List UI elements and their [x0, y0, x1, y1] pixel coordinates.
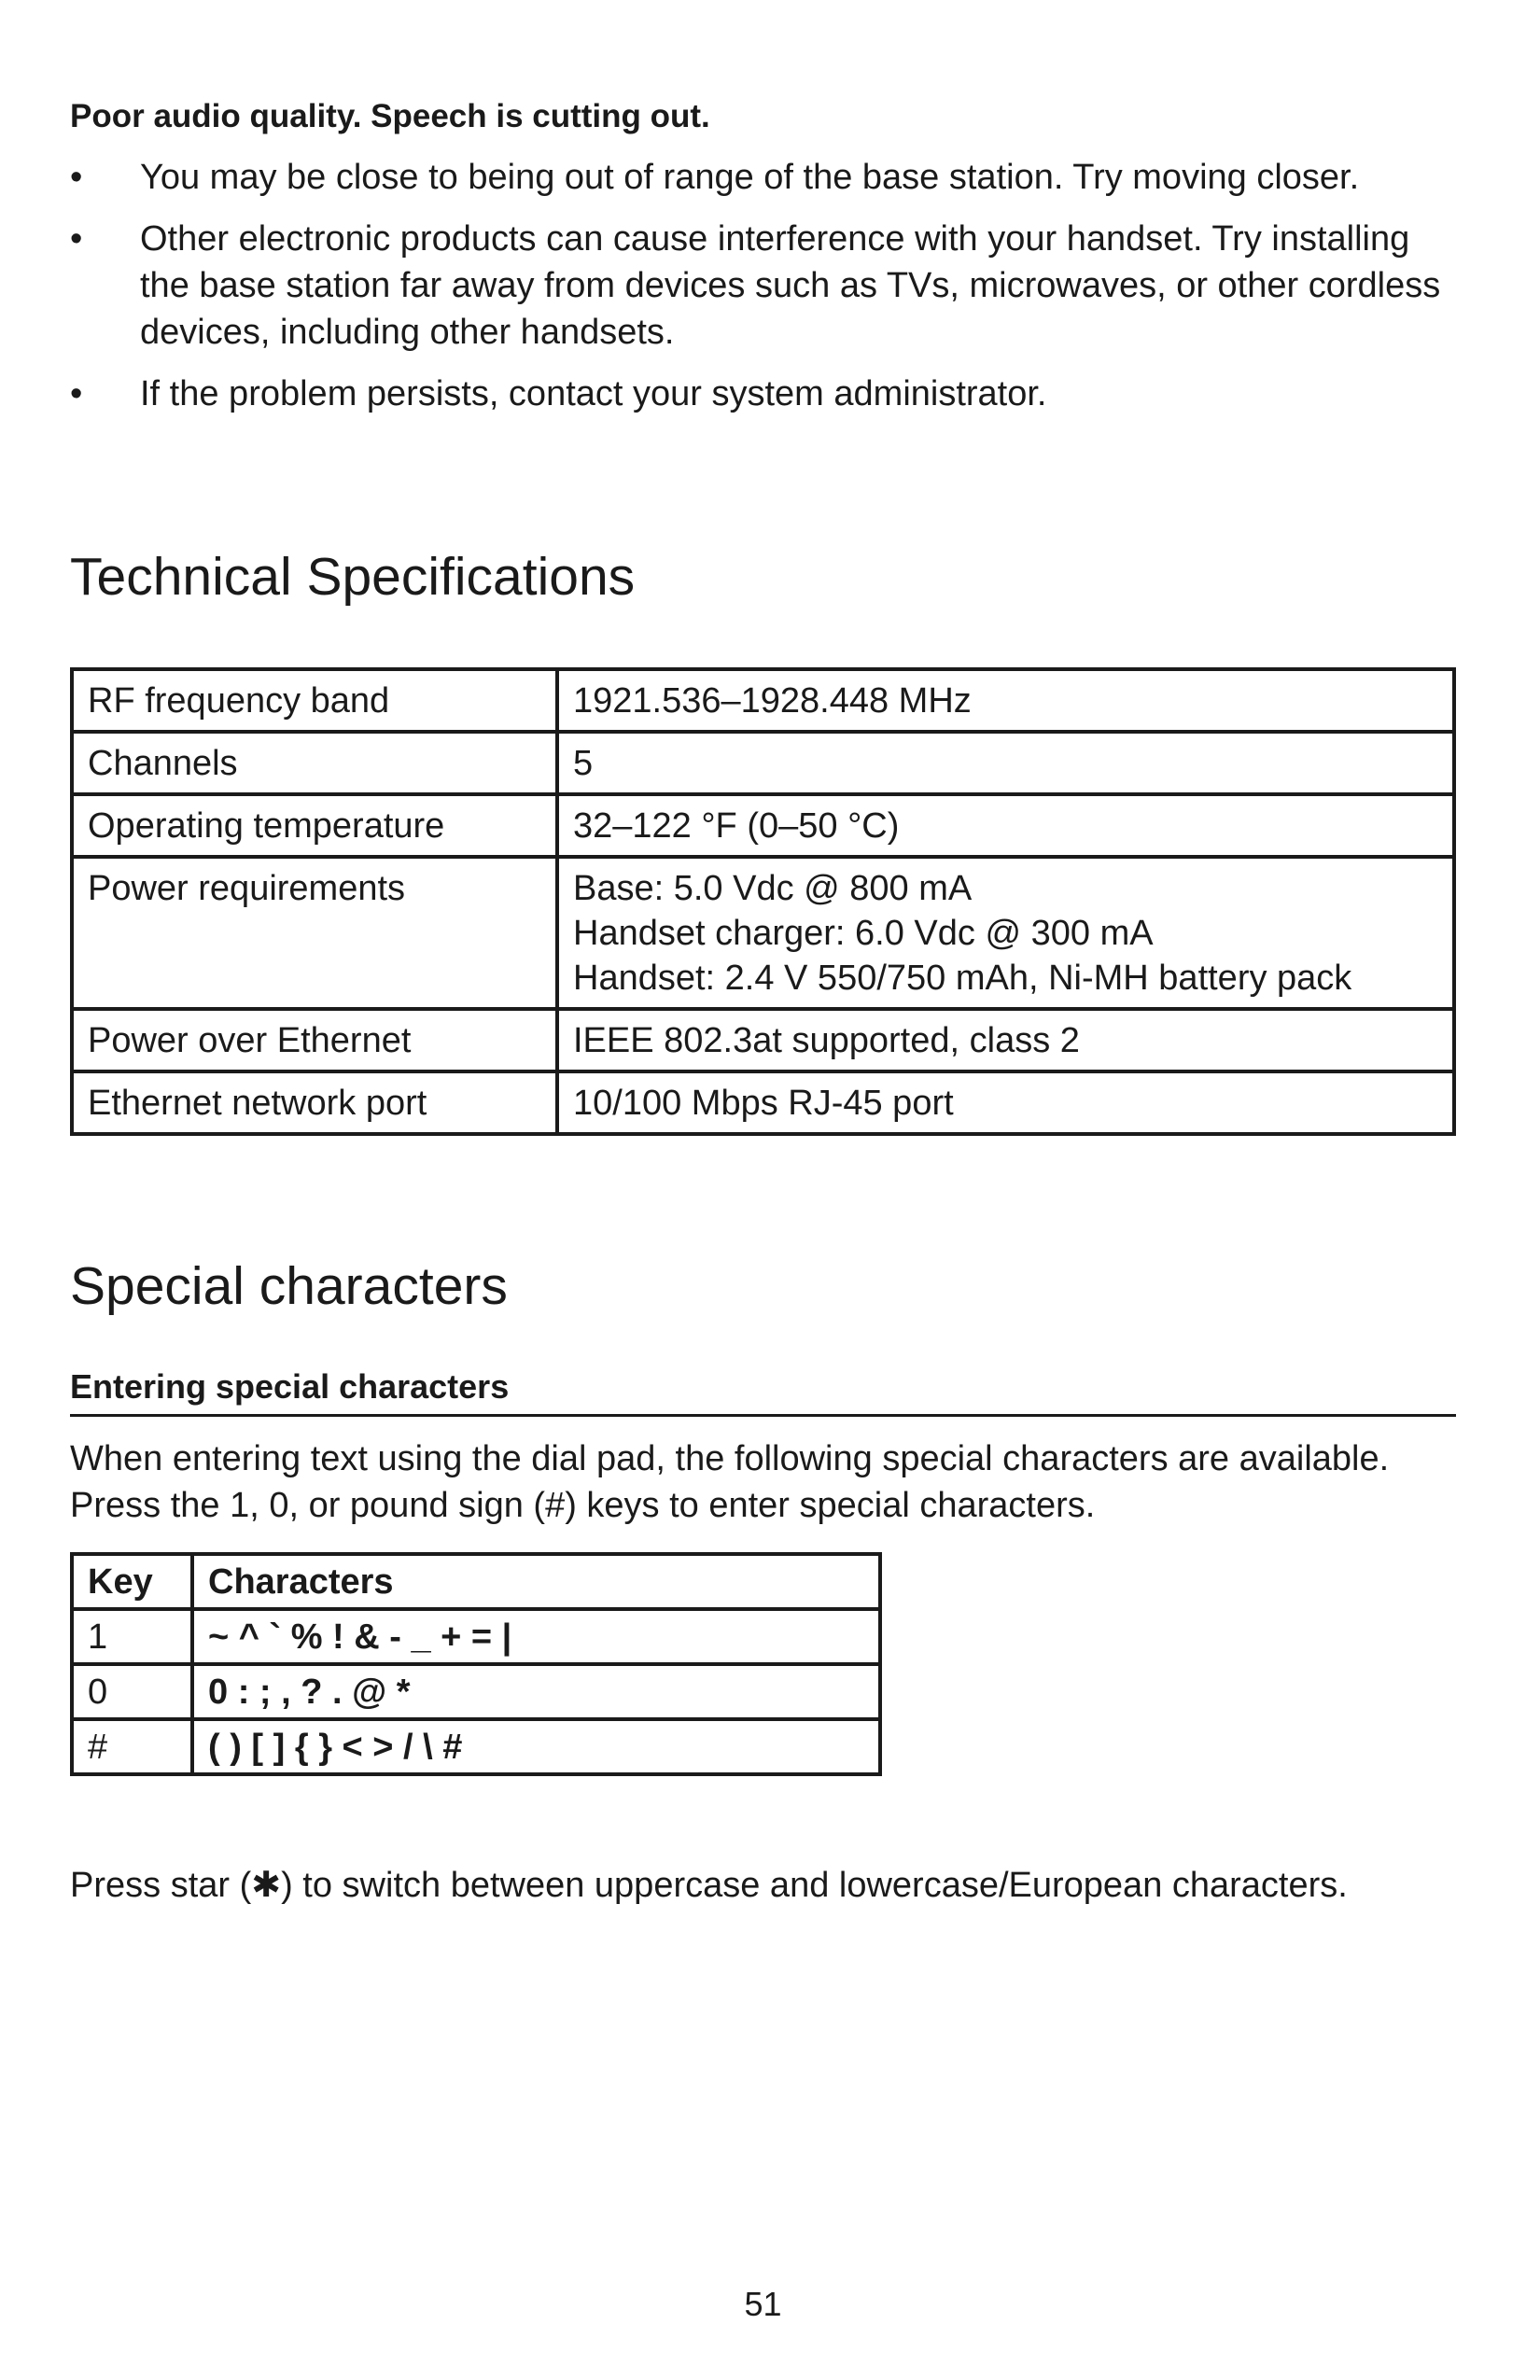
spec-label: RF frequency band [72, 669, 557, 732]
table-row [72, 732, 1454, 794]
bullet-marker: • [70, 374, 83, 413]
spec-value-line: Base: 5.0 Vdc @ 800 mA [573, 869, 973, 908]
spec-value-line: Handset charger: 6.0 Vdc @ 300 mA [573, 914, 1154, 953]
star-key-icon: ✱ [251, 1866, 282, 1905]
characters-cell: 0 : ; , ? . @ * [192, 1664, 880, 1719]
table-row [72, 669, 1454, 732]
spec-value [557, 794, 1454, 857]
spec-value [557, 669, 1454, 732]
spec-value-line: 10/100 Mbps RJ-45 port [573, 1084, 954, 1123]
spec-value [557, 857, 1454, 1009]
table-row [72, 794, 1454, 857]
special-characters-table [70, 1552, 882, 1776]
spec-label: Ethernet network port [72, 1071, 557, 1134]
table-header-row [72, 1554, 880, 1609]
characters-cell: ~ ^ ` % ! & - _ + = | [192, 1609, 880, 1664]
column-header-characters: Characters [192, 1554, 880, 1609]
spec-label: Power over Ethernet [72, 1009, 557, 1071]
table-row [72, 857, 1454, 1009]
spec-value-line: Handset: 2.4 V 550/750 mAh, Ni-MH battery pack [573, 959, 1352, 998]
column-header-key: Key [72, 1554, 192, 1609]
spec-label: Power requirements [72, 857, 557, 1009]
spec-value [557, 1071, 1454, 1134]
spec-value [557, 732, 1454, 794]
spec-label: Channels [72, 732, 557, 794]
spec-label: Operating temperature [72, 794, 557, 857]
note-text-before: Press star ( [70, 1866, 252, 1905]
spec-value [557, 1009, 1454, 1071]
spec-value-line: 32–122 °F (0–50 °C) [573, 806, 900, 846]
table-row [72, 1071, 1454, 1134]
tech-specs-title: Technical Specifications [70, 547, 636, 607]
key-cell: 1 [72, 1609, 192, 1664]
troubleshooting-heading: Poor audio quality. Speech is cutting out. [70, 98, 710, 134]
table-row [72, 1664, 880, 1719]
entering-special-characters-heading: Entering special characters [70, 1367, 1456, 1417]
note-text-after: ) to switch between uppercase and lowercase/European characters. [281, 1866, 1348, 1905]
table-row [72, 1609, 880, 1664]
spec-value-line: 5 [573, 744, 594, 783]
list-item [70, 154, 1456, 201]
bullet-marker: • [70, 158, 83, 197]
bullet-marker: • [70, 219, 83, 259]
list-item [70, 371, 1456, 417]
star-key-note [70, 1862, 1507, 1909]
troubleshooting-list [70, 154, 1456, 432]
table-row [72, 1009, 1454, 1071]
special-characters-intro: When entering text using the dial pad, the following special characters are available. Press the 1, 0, or pound sign (#) keys to enter special characters. [70, 1439, 1390, 1525]
spec-value-line: IEEE 802.3at supported, class 2 [573, 1021, 1080, 1060]
list-item [70, 216, 1456, 356]
list-item-text: Other electronic products can cause interference with your handset. Try installing the base station far away from devices such as TVs, microwaves, or other cordless devices, including other handsets. [140, 219, 1441, 352]
characters-cell: ( ) [ ] { } < > / \ # [192, 1719, 880, 1774]
table-row [72, 1719, 880, 1774]
page-number: 51 [744, 2285, 782, 2323]
spec-value-line: 1921.536–1928.448 MHz [573, 681, 972, 721]
list-item-text: You may be close to being out of range of the base station. Try moving closer. [140, 158, 1360, 197]
key-cell: # [72, 1719, 192, 1774]
list-item-text: If the problem persists, contact your system administrator. [140, 374, 1047, 413]
tech-specs-table [70, 667, 1456, 1136]
special-characters-title: Special characters [70, 1256, 508, 1316]
key-cell: 0 [72, 1664, 192, 1719]
manual-page [70, 0, 1456, 2380]
